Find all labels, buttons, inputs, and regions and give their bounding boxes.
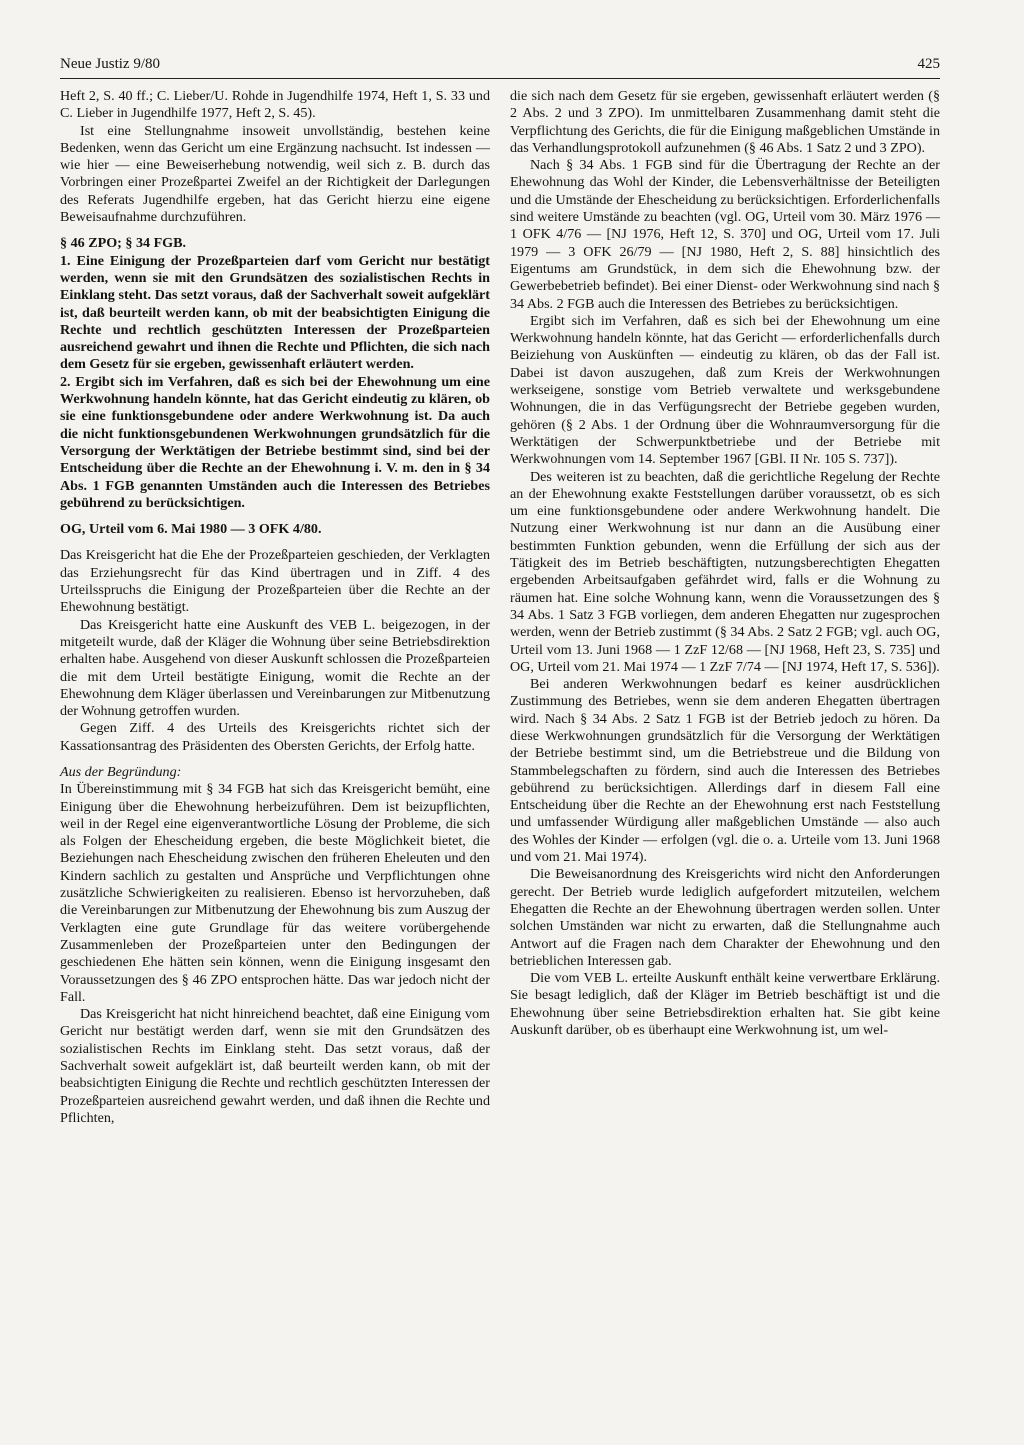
page-number: 425 [917,56,940,72]
paragraph-kassation: Gegen Ziff. 4 des Urteils des Kreisgerichts richtet sich der Kassationsantrag des Präsidenten des Obersten Gerichts, der Erfolg hatte. [60,720,490,754]
paragraph-nicht-beachtet: Das Kreisgericht hat nicht hinreichend beachtet, daß eine Einigung vom Gericht nur bestätigt werden darf, wenn sie mit den Grundsätzen des sozialistischen Rechts im Einklang steht. Das setzt voraus, daß der Sachverhalt soweit aufgeklärt ist, daß beurteilt werden kann, ob mit der beabsichtigten Einigung die Rechte und rechtlich geschützten Interessen der Prozeßparteien ausreichend gewahrt werden, und daß ihnen die Rechte und Pflichten, [60,1006,490,1126]
journal-issue: Neue Justiz 9/80 [60,56,160,72]
left-column [60,88,490,1127]
running-header [60,56,940,78]
right-column [510,88,940,1039]
paragraph-uebereinstimmung: In Übereinstimmung mit § 34 FGB hat sich das Kreisgericht bemüht, eine Einigung über die Ehewohnung herbeizuführen. Dem ist beizupflichten, weil in der Regel eine eigenverantwortliche Lösung der Probleme, die sich als Folgen der Ehescheidung ergeben, die beste Möglichkeit bietet, die Beziehungen nach Ehescheidung zwischen den früheren Eheleuten und den Kindern sachlich zu gestalten und Ansprüche und Verpflichtungen ohne zusätzliche Schwierigkeiten zu realisieren. Ebenso ist hervorzuheben, daß die Vereinbarungen zur Mitbenutzung der Ehewohnung bis zum Auszug der Verklagten eine gute Grundlage für das weitere vorübergehende Zusammenleben der Prozeßparteien unter den Bedingungen der geschiedenen Ehe hätten sein können, wenn die Einigung insgesamt den Voraussetzungen des § 46 ZPO entsprochen hätte. Das war jedoch nicht der Fall. [60,781,490,1005]
paragraph-continuation: Heft 2, S. 40 ff.; C. Lieber/U. Rohde in Jugendhilfe 1974, Heft 1, S. 33 und C. Lieber in Jugendhilfe 1977, Heft 2, S. 45). [60,88,490,122]
paragraph-beweisanordnung: Die Beweisanordnung des Kreisgerichts wird nicht den Anforderungen gerecht. Der Betrieb wurde lediglich aufgefordert mitzuteilen, welchem Ehegatten die Rechte an der Ehewohnung übertragen werden sollen. Unter solchen Umständen war nicht zu erwarten, daß die Stellungnahme auch Antwort auf die Fragen nach dem Charakter der Ehewohnung und den betrieblichen Interessen gab. [510,866,940,969]
leitsatz-2: 2. Ergibt sich im Verfahren, daß es sich bei der Ehewohnung um eine Werkwohnung handeln könnte, hat das Gericht eindeutig zu klären, ob sie eine funktionsgebundene oder andere Werkwohnung ist. Da auch die nicht funktionsgebundenen Werkwohnungen grundsätzlich für die Versorgung der Werktätigen der Betriebe bestimmt sind, sind bei der Entscheidung über die Rechte an der Ehewohnung i. V. m. den in § 34 Abs. 1 FGB genannten Umständen auch die Interessen des Betriebes gebührend zu berücksichtigen. [60,373,490,511]
section-heading-begruendung: Aus der Begründung: [60,763,182,780]
header-rule [60,78,940,79]
paragraph-weiteren: Des weiteren ist zu beachten, daß die gerichtliche Regelung der Rechte an der Ehewohnung exakte Feststellungen darüber voraussetzt, ob es sich um eine funktionsgebundene oder andere Werkwohnung handelt. Die Nutzung einer Werkwohnung ist nur dann an die Ausübung einer bestimmten Funktion gebunden, wenn die Erfüllung der sich aus der Tätigkeit des im Betrieb beschäftigten, nutzungsberechtigten Ehegatten ergebenden Arbeitsaufgaben gefährdet wird, falls er die Wohnung zu räumen hat. Eine solche Wohnung kann, wenn die Voraussetzungen des § 34 Abs. 1 Satz 3 FGB vorliegen, dem anderen Ehegatten nur zugesprochen werden, wenn der Betrieb zustimmt (§ 34 Abs. 2 Satz 2 FGB; vgl. auch OG, Urteil vom 13. Juni 1968 — 1 ZzF 12/68 — [NJ 1968, Heft 23, S. 735] und OG, Urteil vom 21. Mai 1974 — 1 ZzF 7/74 — [NJ 1974, Heft 17, S. 536]). [510,468,940,675]
paragraph-continuation: die sich nach dem Gesetz für sie ergeben, gewissenhaft erläutert werden (§ 2 Abs. 2 und 3 ZPO). Im unmittelbaren Zusammenhang damit steht die Verpflichtung des Gerichts, die für die Einigung maßgeblichen Umstände in das Verhandlungsprotokoll aufzunehmen (§ 46 Abs. 1 Satz 2 und 3 ZPO). [510,88,940,156]
norm-references: § 46 ZPO; § 34 FGB. [60,235,187,252]
paragraph-stellungnahme: Ist eine Stellungnahme insoweit unvollständig, bestehen keine Bedenken, wenn das Gericht um eine Ergänzung nachsucht. Ist indessen — wie hier — eine Beweiserhebung notwendig, weil sich z. B. durch das Vorbringen einer Prozeßpartei Zweifel an der Richtigkeit der Darlegungen des Referats Jugendhilfe ergeben, hat das Gericht hierzu eine eigene Beweisaufnahme durchzuführen. [60,122,490,226]
leitsatz-1: 1. Eine Einigung der Prozeßparteien darf vom Gericht nur bestätigt werden, wenn sie mit den Grundsätzen des sozialistischen Rechts in Einklang steht. Das setzt voraus, daß der Sachverhalt soweit aufgeklärt ist, daß beurteilt werden kann, ob mit der beabsichtigten Einigung die Rechte und rechtlich geschützten Interessen der Prozeßparteien ausreichend gewahrt und ihnen die Rechte und Pflichten, die sich nach dem Gesetz für sie ergeben, gewissenhaft erläutert werden. [60,252,490,373]
paragraph-ergibt: Ergibt sich im Verfahren, daß es sich bei der Ehewohnung um eine Werkwohnung handeln könnte, hat das Gericht — erforderlichenfalls durch Beiziehung von Auskünften — eindeutig zu klären, ob das der Fall ist. Dabei ist davon auszugehen, daß zum Kreis der Werkwohnungen werkseigene, sonstige vom Betrieb verwaltete und werksgebundene Wohnungen, die in das Verfügungsrecht der Betriebe gegeben wurden, gehören (§ 2 Abs. 1 der Ordnung über die Wohnraumversorgung für die Werktätigen der Schwerpunktbetriebe und der Betriebe mit Werkwohnungen vom 14. September 1967 [GBl. II Nr. 105 S. 737]). [510,312,940,468]
paragraph-andere-werkwohnungen: Bei anderen Werkwohnungen bedarf es keiner ausdrücklichen Zustimmung des Betriebes, wenn sie dem anderen Ehegatten übertragen wird. Nach § 34 Abs. 2 Satz 1 FGB ist der Betrieb jedoch zu hören. Da diese Werkwohnungen grundsätzlich für die Versorgung der Werktätigen der Betriebe bestimmt sind, um die Betriebstreue und die Bildung von Stammbelegschaften zu fördern, sind auch die Interessen des Betriebes gebührend zu berücksichtigen. Allerdings darf in diesem Fall eine Entscheidung über die Rechte an der Ehewohnung erst nach Feststellung und umfassender Würdigung aller maßgeblichen Umstände — also auch des Wohles der Kinder — erfolgen (vgl. die o. a. Urteile vom 13. Juni 1968 und vom 21. Mai 1974). [510,676,940,866]
paragraph-kreisgericht: Das Kreisgericht hat die Ehe der Prozeßparteien geschieden, der Verklagten das Erziehungsrecht für das Kind übertragen und in Ziff. 4 des Urteilsspruchs die Einigung der Prozeßparteien über die Rechte an der Ehewohnung bestätigt. [60,547,490,616]
paragraph-34-abs1: Nach § 34 Abs. 1 FGB sind für die Übertragung der Rechte an der Ehewohnung das Wohl der Kinder, die Lebensverhältnisse der Beteiligten und die Umstände der Ehescheidung zu berücksichtigen. Erforderlichenfalls sind weitere Umstände zu beachten (vgl. OG, Urteil vom 30. März 1976 — 1 OFK 4/76 — [NJ 1976, Heft 12, S. 370] und OG, Urteil vom 17. Juli 1979 — 3 OFK 26/79 — [NJ 1980, Heft 2, S. 88] hinsichtlich des Eigentums am Grundstück, in dem sich die Ehewohnung bzw. der Gewerbebetrieb befindet). Bei einer Dienst- oder Werkwohnung sind nach § 34 Abs. 2 FGB auch die Interessen des Betriebes zu berücksichtigen. [510,157,940,312]
decision-citation: OG, Urteil vom 6. Mai 1980 — 3 OFK 4/80. [60,521,322,538]
paragraph-auskunft: Das Kreisgericht hatte eine Auskunft des VEB L. beigezogen, in der mitgeteilt wurde, daß der Kläger die Wohnung über seine Betriebsdirektion erhalten habe. Ausgehend von dieser Auskunft schlossen die Prozeßparteien die mit dem Urteil bestätigte Einigung, womit die Rechte an der Ehewohnung dem Kläger überlassen und Vereinbarungen zur Mitbenutzung der Wohnung getroffen wurden. [60,616,490,720]
paragraph-veb-auskunft: Die vom VEB L. erteilte Auskunft enthält keine verwertbare Erklärung. Sie besagt lediglich, daß der Kläger im Betrieb beschäftigt ist und die Ehewohnung über seine Betriebsdirektion erhalten hat. Sie gibt keine Auskunft darüber, ob es überhaupt eine Werkwohnung ist, um wel- [510,970,940,1039]
